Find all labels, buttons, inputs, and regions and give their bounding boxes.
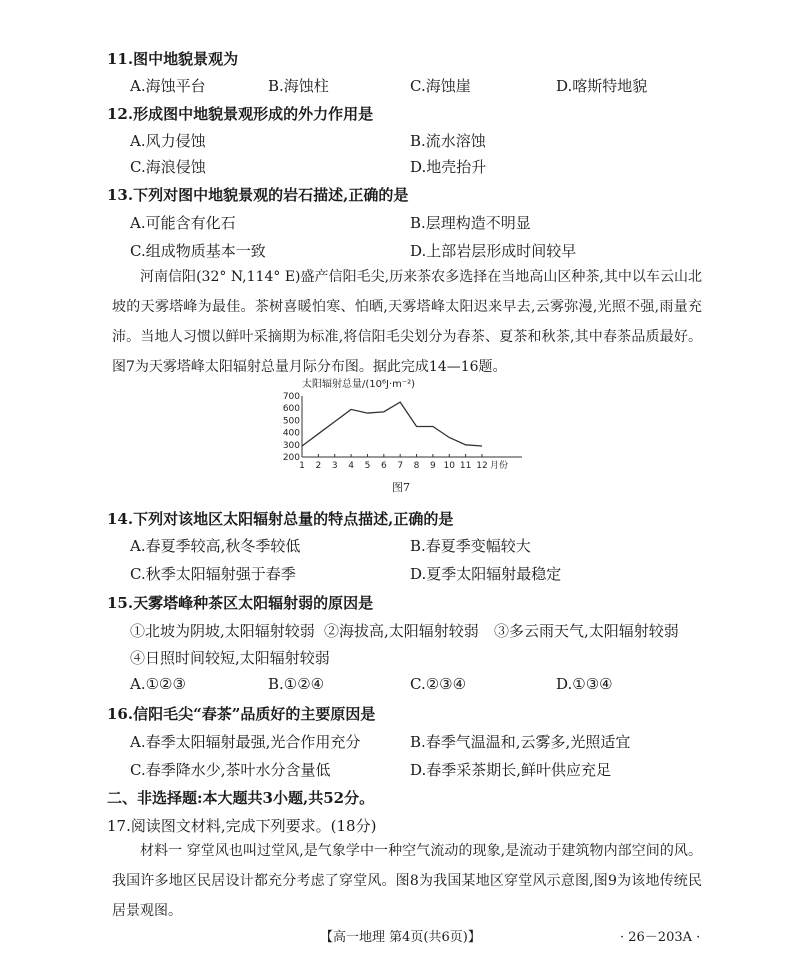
chart-x-axis-unit: 月份: [490, 461, 509, 471]
chart-x-tick-label: 9: [430, 461, 436, 471]
chart-x-tick-label: 6: [380, 461, 387, 471]
chart-x-tick-label: 4: [348, 461, 354, 471]
chart-x-tick-label: 2: [315, 461, 322, 471]
chart-x-tick-label: 12: [476, 461, 488, 471]
q15-statement-2: ②海拔高,太阳辐射较弱: [324, 622, 479, 640]
q13-option-b: B.层理构造不明显: [410, 214, 531, 232]
q14-option-d: D.夏季太阳辐射最稳定: [410, 565, 562, 583]
question-11-stem: 11.图中地貌景观为: [107, 50, 239, 68]
chart-x-tick-label: 8: [413, 461, 420, 471]
q16-option-b: B.春季气温温和,云雾多,光照适宜: [410, 733, 631, 751]
q11-option-a: A.海蚀平台: [130, 77, 206, 95]
chart-y-axis-label: 太阳辐射总量/(10⁶J·m⁻²): [302, 379, 416, 390]
figure-7-caption: 图7: [392, 481, 410, 494]
chart-x-tick-label: 3: [331, 461, 338, 471]
q13-option-d: D.上部岩层形成时间较早: [410, 242, 577, 260]
q12-option-b: B.流水溶蚀: [410, 132, 486, 150]
q15-statement-4: ④日照时间较短,太阳辐射较弱: [130, 649, 330, 667]
chart-y-tick-label: 400: [282, 428, 300, 439]
q15-option-b: B.①②④: [268, 675, 325, 693]
footer-code: · 26－203A ·: [620, 930, 701, 945]
section-2-heading: 二、非选择题:本大题共3小题,共52分。: [107, 789, 375, 807]
question-15-stem: 15.天雾塔峰种茶区太阳辐射弱的原因是: [107, 594, 374, 612]
q15-option-d: D.①③④: [556, 675, 613, 693]
question-14-stem: 14.下列对该地区太阳辐射总量的特点描述,正确的是: [107, 510, 454, 528]
chart-y-tick-label: 200: [282, 453, 300, 463]
chart-x-tick-label: 7: [397, 461, 404, 471]
q15-statement-1: ①北坡为阴坡,太阳辐射较弱: [130, 622, 315, 640]
q15-option-a: A.①②③: [130, 675, 186, 693]
q14-option-a: A.春夏季较高,秋冬季较低: [130, 537, 301, 555]
q12-option-c: C.海浪侵蚀: [130, 158, 206, 176]
chart-x-tick-label: 10: [443, 461, 455, 471]
q14-option-c: C.秋季太阳辐射强于春季: [130, 565, 296, 583]
q15-option-c: C.②③④: [410, 675, 467, 693]
q12-option-d: D.地壳抬升: [410, 158, 487, 176]
chart-y-tick-label: 700: [282, 392, 300, 402]
chart-x-tick-label: 1: [299, 461, 305, 471]
q11-option-c: C.海蚀崖: [410, 77, 471, 95]
q16-option-c: C.春季降水少,茶叶水分含量低: [130, 761, 331, 779]
q11-option-b: B.海蚀柱: [268, 77, 329, 95]
chart-series-line: [302, 402, 482, 446]
q14-option-b: B.春夏季变幅较大: [410, 537, 531, 555]
passage-xinyang-tea: 河南信阳(32° N,114° E)盛产信阳毛尖,历来茶农多选择在当地高山区种茶,其中以车云山北坡的天雾塔峰为最佳。茶树喜暖怕寒、怕晒,天雾塔峰太阳迟来早去,云雾弥漫,光照不强,雨量充沛。当地人习惯以鲜叶采摘期为标准,将信阳毛尖划分为春茶、夏茶和秋茶,其中春茶品质最好。图7为天雾塔峰太阳辐射总量月际分布图。据此完成14—16题。: [112, 269, 702, 375]
q16-option-a: A.春季太阳辐射最强,光合作用充分: [130, 733, 361, 751]
q12-option-a: A.风力侵蚀: [130, 132, 206, 150]
q13-option-a: A.可能含有化石: [130, 214, 236, 232]
q13-option-c: C.组成物质基本一致: [130, 242, 266, 260]
q15-statement-3: ③多云雨天气,太阳辐射较弱: [494, 622, 679, 640]
chart-x-tick-label: 11: [459, 461, 472, 471]
question-13-stem: 13.下列对图中地貌景观的岩石描述,正确的是: [107, 186, 409, 204]
footer-page-info: 【高一地理 第4页(共6页)】: [320, 930, 481, 945]
q11-option-d: D.喀斯特地貌: [556, 77, 648, 95]
question-12-stem: 12.形成图中地貌景观形成的外力作用是: [107, 105, 374, 123]
question-17-stem: 17.阅读图文材料,完成下列要求。(18分): [107, 817, 377, 835]
chart-x-tick-label: 5: [364, 461, 371, 471]
q16-option-d: D.春季采茶期长,鲜叶供应充足: [410, 761, 612, 779]
chart-y-tick-label: 600: [282, 404, 300, 415]
q17-material-1: 材料一 穿堂风也叫过堂风,是气象学中一种空气流动的现象,是流动于建筑物内部空间的风。我国许多地区民居设计都充分考虑了穿堂风。图8为我国某地区穿堂风示意图,图9为该地传统民居景观图。: [112, 843, 702, 919]
chart-y-tick-label: 300: [282, 440, 300, 451]
question-16-stem: 16.信阳毛尖“春茶”品质好的主要原因是: [107, 705, 376, 723]
solar-radiation-chart: [270, 376, 570, 494]
chart-y-tick-label: 500: [282, 416, 300, 427]
